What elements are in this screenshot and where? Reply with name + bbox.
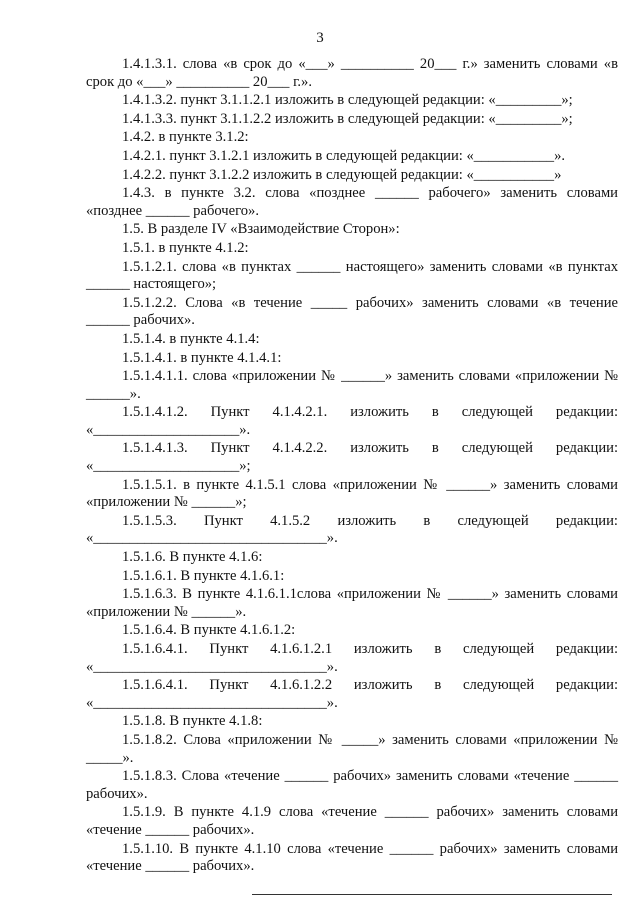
paragraph-1-5-1-6-3: 1.5.1.6.3. В пункте 4.1.6.1.1слова «приложении № ______» заменить словами «приложении № ______».: [86, 586, 618, 620]
paragraph-1-5-1-10: 1.5.1.10. В пункте 4.1.10 слова «течение ______ рабочих» заменить словами «течение ______ рабочих».: [86, 840, 618, 875]
paragraph-1-4-2-1: 1.4.2.1. пункт 3.1.2.1 изложить в следующей редакции: «___________».: [122, 147, 566, 164]
document-body: [86, 56, 618, 876]
paragraph-1-5-1-2-2: 1.5.1.2.2. Слова «в течение _____ рабочих» заменить словами «в течение ______ рабочих».: [86, 294, 618, 329]
paragraph-1-5-1-4-1-1: 1.5.1.4.1.1. слова «приложении № ______» заменить словами «приложении № ______».: [86, 368, 618, 402]
paragraph-1-5-1-6-4-1-b: 1.5.1.6.4.1. Пункт 4.1.6.1.2.2 изложить в следующей редакции: «________________________________».: [86, 677, 618, 711]
paragraph-1-5-1-5-3: 1.5.1.5.3. Пункт 4.1.5.2 изложить в следующей редакции: «________________________________».: [86, 512, 618, 547]
paragraph-1-5-1-4-1-2: 1.5.1.4.1.2. Пункт 4.1.4.2.1. изложить в следующей редакции: «____________________».: [86, 404, 618, 438]
paragraph-1-5-1-6-1: 1.5.1.6.1. В пункте 4.1.6.1:: [122, 567, 285, 584]
paragraph-1-4-1-3-2: 1.4.1.3.2. пункт 3.1.1.2.1 изложить в следующей редакции: «_________»;: [122, 92, 573, 109]
paragraph-1-4-1-3-3: 1.4.1.3.3. пункт 3.1.1.2.2 изложить в следующей редакции: «_________»;: [122, 110, 573, 127]
paragraph-1-5-1-8-3: 1.5.1.8.3. Слова «течение ______ рабочих» заменить словами «течение ______ рабочих».: [86, 768, 618, 802]
paragraph-1-5-1-9: 1.5.1.9. В пункте 4.1.9 слова «течение ______ рабочих» заменить словами «течение ______ рабочих».: [86, 804, 618, 838]
paragraph-1-5-1-8: 1.5.1.8. В пункте 4.1.8:: [122, 713, 263, 730]
paragraph-1-5: 1.5. В разделе IV «Взаимодействие Сторон»:: [122, 221, 400, 238]
paragraph-1-4-2-2: 1.4.2.2. пункт 3.1.2.2 изложить в следующей редакции: «___________»: [122, 166, 562, 183]
paragraph-1-4-3: 1.4.3. в пункте 3.2. слова «позднее ______ рабочего» заменить словами «позднее ______ рабочего».: [86, 185, 618, 219]
paragraph-1-5-1: 1.5.1. в пункте 4.1.2:: [122, 239, 249, 256]
paragraph-1-5-1-6-4: 1.5.1.6.4. В пункте 4.1.6.1.2:: [122, 622, 296, 639]
paragraph-1-5-1-5-1: 1.5.1.5.1. в пункте 4.1.5.1 слова «приложении № ______» заменить словами «приложении № ______»;: [86, 476, 618, 511]
paragraph-1-4-1-3-1: 1.4.1.3.1. слова «в срок до «___» __________ 20___ г.» заменить словами «в срок до «___» __________ 20___ г.».: [86, 56, 618, 90]
paragraph-1-5-1-6-4-1-a: 1.5.1.6.4.1. Пункт 4.1.6.1.2.1 изложить в следующей редакции: «________________________________».: [86, 641, 618, 675]
paragraph-1-5-1-8-2: 1.5.1.8.2. Слова «приложении № _____» заменить словами «приложении № _____».: [86, 731, 618, 766]
paragraph-1-4-2: 1.4.2. в пункте 3.1.2:: [122, 129, 249, 146]
paragraph-1-5-1-4: 1.5.1.4. в пункте 4.1.4:: [122, 330, 260, 347]
footer-divider: [252, 894, 612, 895]
paragraph-1-5-1-6: 1.5.1.6. В пункте 4.1.6:: [122, 549, 263, 566]
paragraph-1-5-1-2-1: 1.5.1.2.1. слова «в пунктах ______ настоящего» заменить словами «в пунктах ______ настоящего»;: [86, 258, 618, 293]
paragraph-1-5-1-4-1-3: 1.5.1.4.1.3. Пункт 4.1.4.2.2. изложить в следующей редакции: «____________________»;: [86, 440, 618, 475]
paragraph-1-5-1-4-1: 1.5.1.4.1. в пункте 4.1.4.1:: [122, 349, 282, 366]
page-number: 3: [316, 30, 324, 46]
